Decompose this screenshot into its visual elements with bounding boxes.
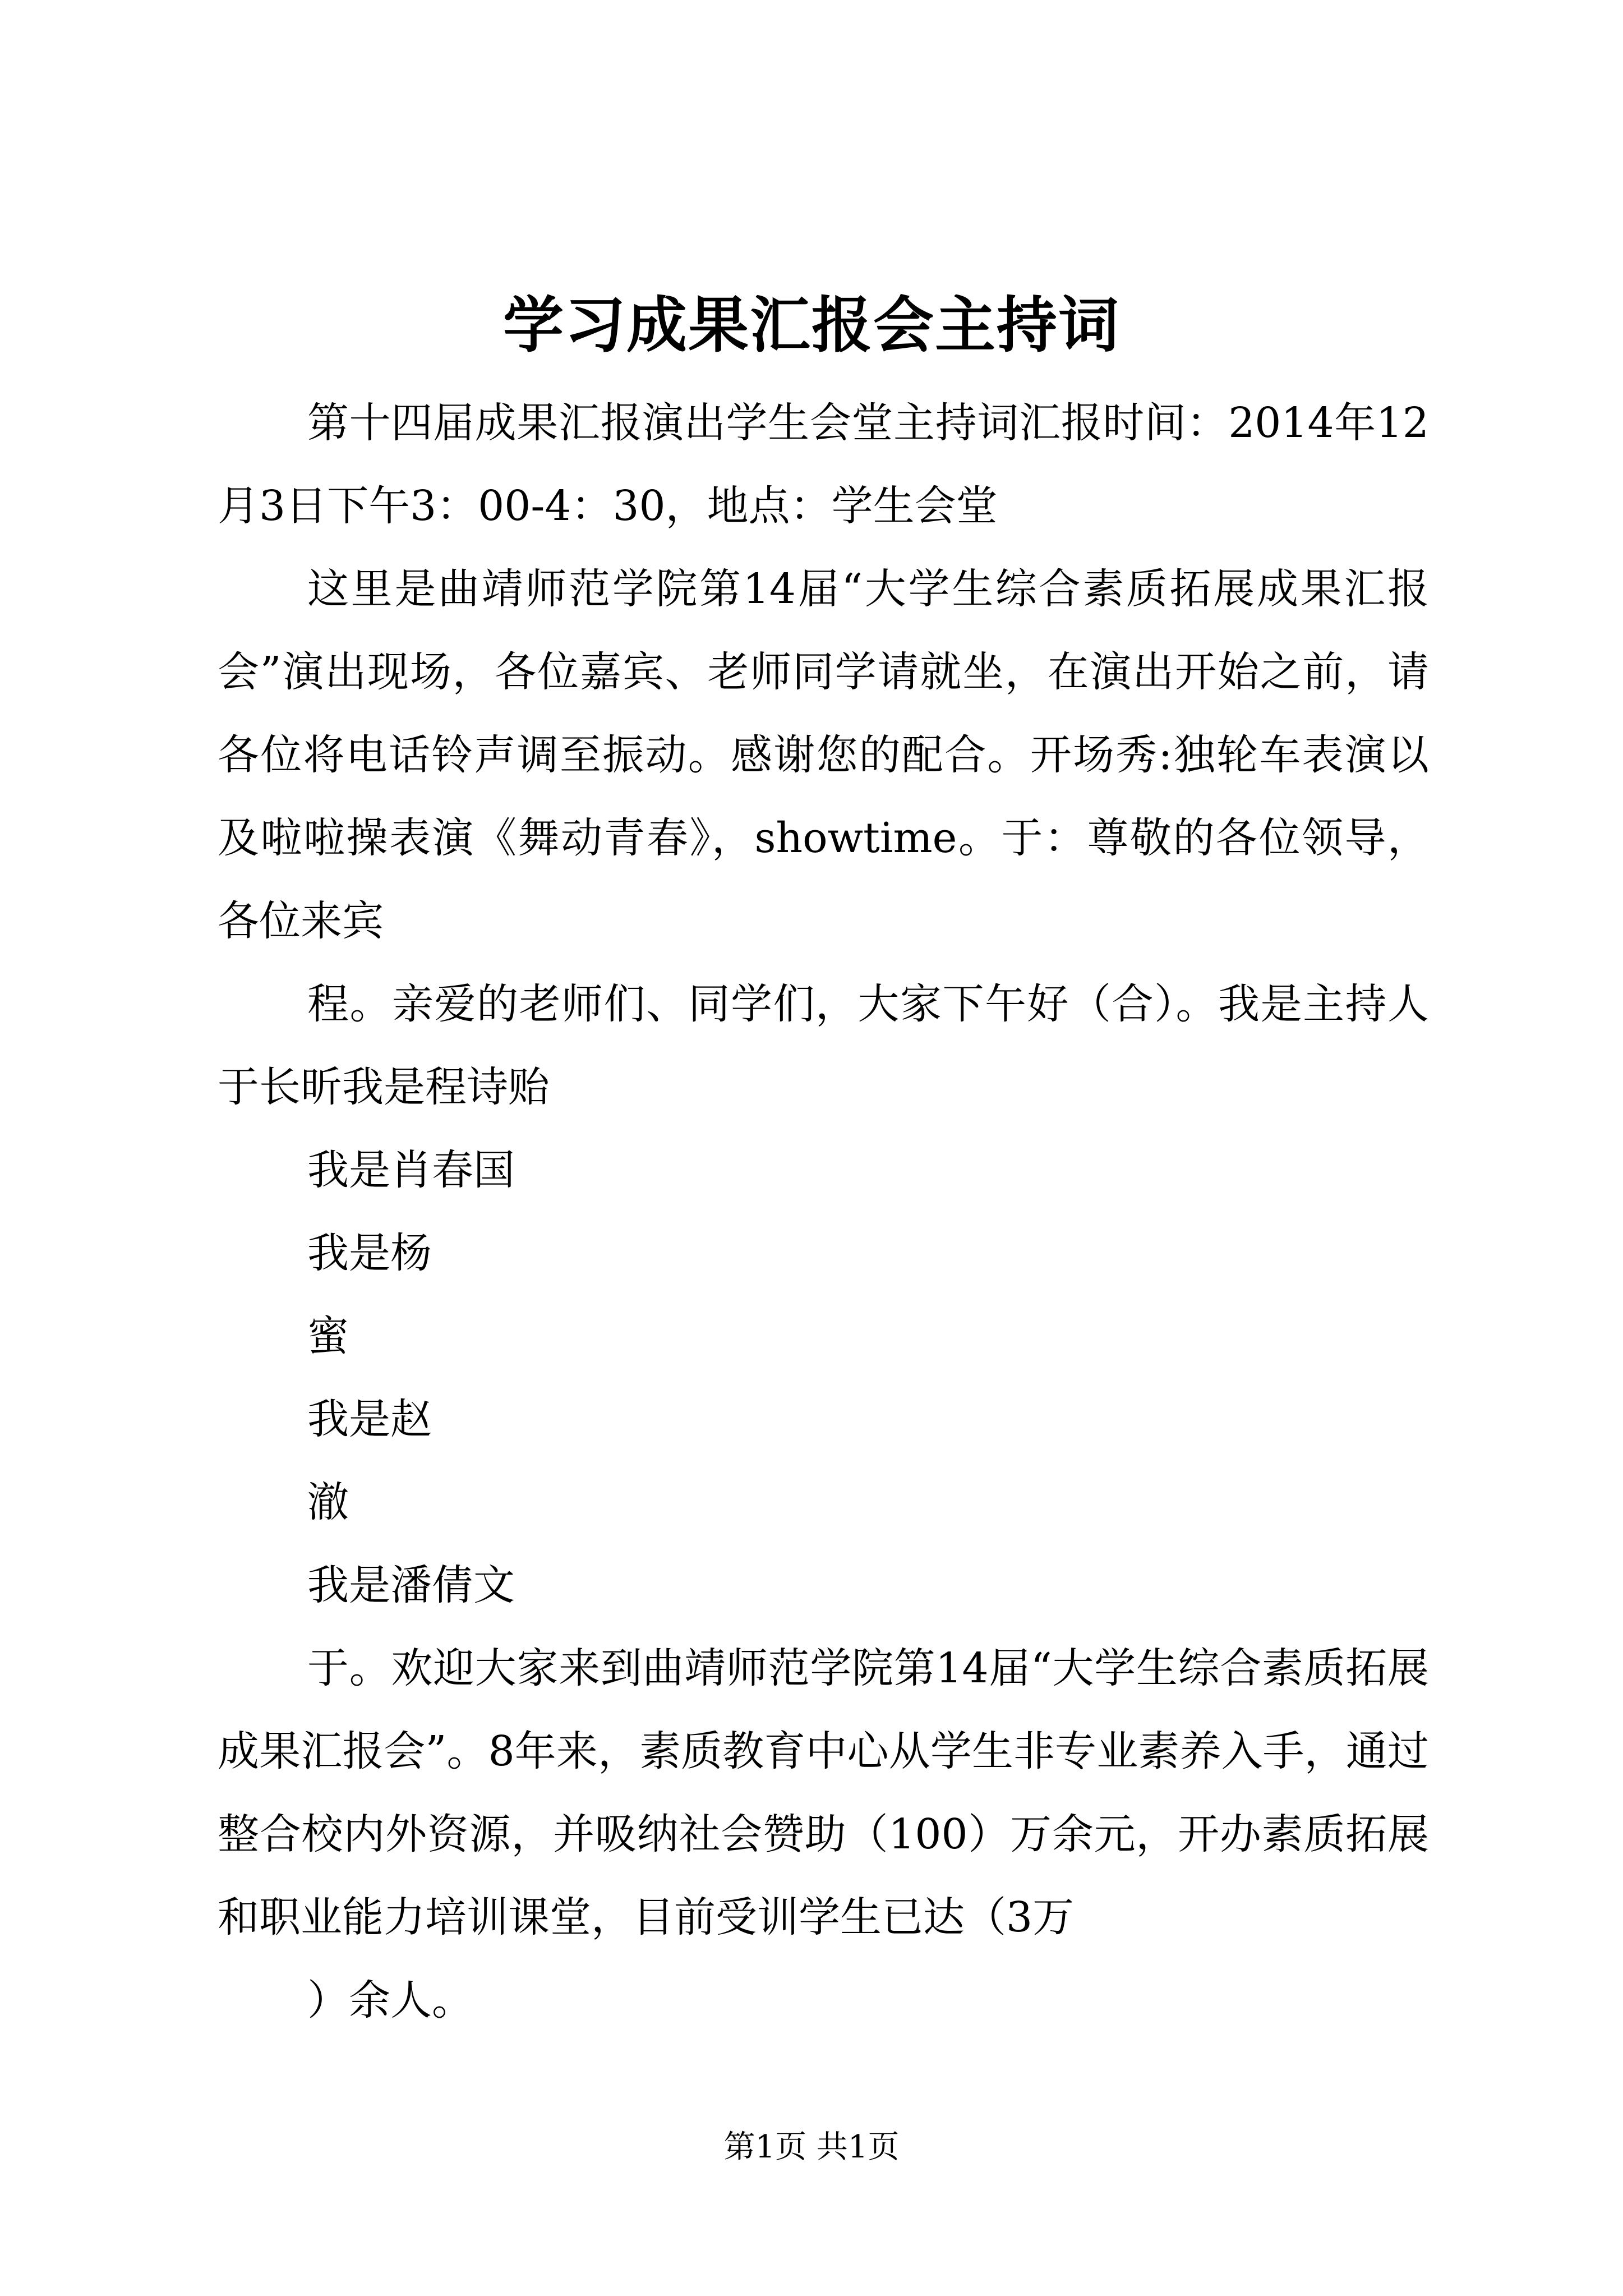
- paragraph: 蜜: [307, 1312, 349, 1360]
- paragraph: 程。亲爱的老师们、同学们，大家下午好（合）。我是主持人于长昕我是程诗贻: [218, 980, 1429, 1111]
- paragraph: ）余人。: [307, 1976, 473, 2024]
- document-title: 学习成果汇报会主持词: [502, 290, 1120, 361]
- paragraph: 我是杨: [307, 1229, 432, 1277]
- paragraph: 我是赵: [307, 1395, 432, 1443]
- paragraph: 我是肖春国: [307, 1146, 515, 1194]
- page-footer: 第1页 共1页: [723, 2129, 900, 2165]
- paragraph: 澈: [307, 1478, 349, 1526]
- paragraph: 这里是曲靖师范学院第14届“大学生综合素质拓展成果汇报会”演出现场，各位嘉宾、老师同学请就坐，在演出开始之前，请各位将电话铃声调至振动。感谢您的配合。开场秀:独轮车表演以及啦啦操表演《舞动青春》，showtime。于：尊敬的各位领导，各位来宾: [218, 565, 1429, 945]
- document-body: [218, 381, 1429, 2042]
- paragraph: 我是潘倩文: [307, 1561, 515, 1609]
- paragraph: 第十四届成果汇报演出学生会堂主持词汇报时间：2014年12月3日下午3：00-4：30，地点：学生会堂: [218, 399, 1429, 530]
- paragraph: 于。欢迎大家来到曲靖师范学院第14届“大学生综合素质拓展成果汇报会”。8年来，素质教育中心从学生非专业素养入手，通过整合校内外资源，并吸纳社会赞助（100）万余元，开办素质拓展和职业能力培训课堂，目前受训学生已达（3万: [218, 1644, 1429, 1941]
